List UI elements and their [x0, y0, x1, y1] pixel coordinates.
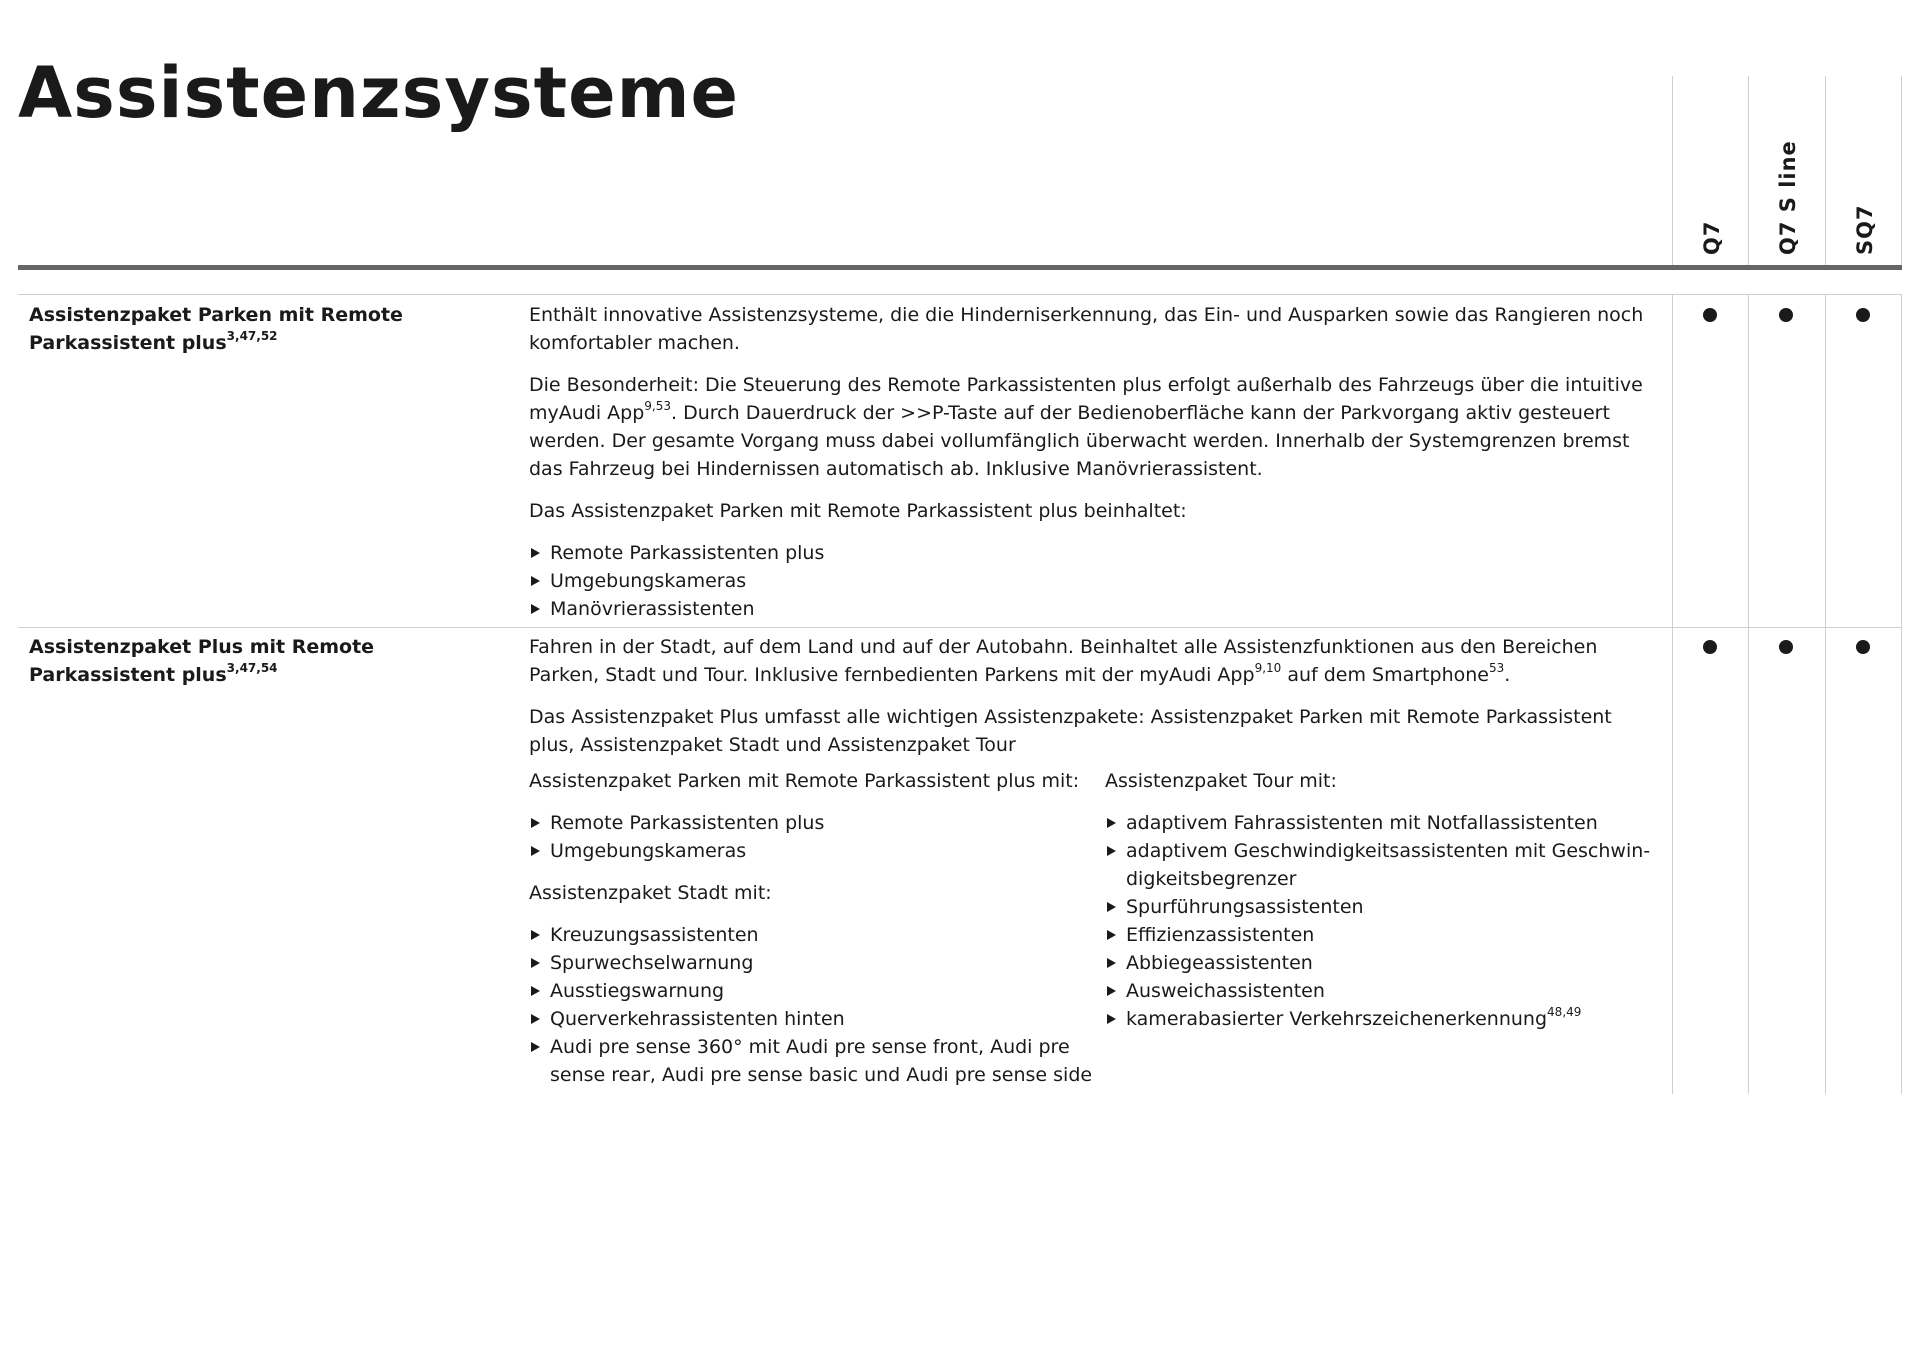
package-heading-parken: Assistenzpaket Parken mit Remote Parkassistent plus mit:: [529, 770, 1080, 792]
list-item: kamerabasierter Verkehrszeichenerkennung$^{48,49}$: [1105, 1005, 1659, 1033]
description-paragraph: Die Besonderheit: Die Steuerung des Remote Parkassistenten plus erfolgt außerhalb des Fahrzeugs über die intuitive myAudi App$^{9,53}$. Durch Dauerdruck der >>P-Taste auf der Bedienoberfläche kann der Parkvorgang aktiv gesteuert werden. Der gesamte Vorgang muss dabei vollumfänglich überwacht werden. Innerhalb der Systemgrenzen bremst das Fahrzeug bei Hindernissen automatisch ab. Inklusive Manövrierassistent.: [529, 374, 1643, 480]
feature-list: [529, 539, 1659, 623]
list-item: Ausweichassistenten: [1105, 977, 1659, 1005]
availability-dot-q7: [1703, 308, 1717, 322]
column-divider: [1672, 294, 1673, 1094]
availability-dot-q7-s-line: [1779, 308, 1793, 322]
model-header-q7-s-line: Q7 S line: [1776, 140, 1800, 255]
model-header-q7: Q7: [1700, 220, 1724, 255]
feature-description: [529, 301, 1659, 637]
package-list-stadt: [529, 921, 1105, 1089]
package-column-left: [529, 767, 1105, 1103]
column-divider: [1901, 294, 1902, 1094]
list-item: adaptivem Geschwindigkeitsassistenten mit Geschwin-digkeitsbegrenzer: [1105, 837, 1659, 893]
feature-name-text: Assistenzpaket Plus mit Remote Parkassistent plus: [29, 636, 375, 686]
row-divider: [18, 294, 1902, 295]
package-heading-stadt: Assistenzpaket Stadt mit:: [529, 882, 772, 904]
availability-dot-q7-s-line: [1779, 640, 1793, 654]
footnote-ref: 3,47,52: [226, 328, 278, 343]
page-title: Assistenzsysteme: [18, 52, 739, 134]
list-item: Umgebungskameras: [529, 837, 1105, 865]
footnote-ref: 9,10: [1254, 660, 1282, 675]
footnote-ref: 53: [1488, 660, 1505, 675]
list-item: Remote Parkassistenten plus: [529, 809, 1105, 837]
column-divider: [1748, 76, 1749, 265]
package-columns: [529, 767, 1659, 1103]
availability-dot-q7: [1703, 640, 1717, 654]
list-item: Umgebungskameras: [529, 567, 1659, 595]
description-paragraph: Das Assistenzpaket Plus umfasst alle wichtigen Assistenzpakete: Assistenzpaket Parken mit Remote Parkassistent plus, Assistenzpaket Stadt und Assistenzpaket Tour: [529, 706, 1612, 756]
feature-name: [29, 633, 509, 689]
footnote-ref: 3,47,54: [226, 660, 278, 675]
column-divider: [1825, 294, 1826, 1094]
column-divider: [1901, 76, 1902, 265]
column-divider: [1825, 76, 1826, 265]
footnote-ref: 9,53: [644, 398, 672, 413]
description-paragraph: Enthält innovative Assistenzsysteme, die die Hinderniserkennung, das Ein- und Ausparken sowie das Rangieren noch komfortabler machen.: [529, 304, 1644, 354]
description-paragraph: Das Assistenzpaket Parken mit Remote Parkassistent plus beinhaltet:: [529, 500, 1187, 522]
header-rule: [18, 265, 1902, 270]
package-column-right: [1105, 767, 1659, 1103]
list-item: Kreuzungsassistenten: [529, 921, 1105, 949]
list-item: Manövrierassistenten: [529, 595, 1659, 623]
column-divider: [1748, 294, 1749, 1094]
description-paragraph: Fahren in der Stadt, auf dem Land und auf der Autobahn. Beinhaltet alle Assistenzfunktionen aus den Bereichen Parken, Stadt und Tour. Inklusive fernbedienten Parkens mit der myAudi App$^{9,10}$ auf dem Smartphone$^{53}$.: [529, 636, 1598, 686]
list-item: Abbiegeassistenten: [1105, 949, 1659, 977]
list-item: Audi pre sense 360° mit Audi pre sense front, Audi pre sense rear, Audi pre sense basic und Audi pre sense side: [529, 1033, 1105, 1089]
availability-dot-sq7: [1856, 640, 1870, 654]
feature-name-text: Assistenzpaket Parken mit Remote Parkassistent plus: [29, 304, 403, 354]
list-item: Spurwechselwarnung: [529, 949, 1105, 977]
package-list-tour: [1105, 809, 1659, 1033]
availability-dot-sq7: [1856, 308, 1870, 322]
list-item: Ausstiegswarnung: [529, 977, 1105, 1005]
column-divider: [1672, 76, 1673, 265]
footnote-ref: 48,49: [1547, 1004, 1582, 1019]
feature-name: [29, 301, 509, 357]
list-item: adaptivem Fahrassistenten mit Notfallassistenten: [1105, 809, 1659, 837]
feature-description: [529, 633, 1659, 1103]
list-item: Remote Parkassistenten plus: [529, 539, 1659, 567]
list-item: Querverkehrassistenten hinten: [529, 1005, 1105, 1033]
package-heading-tour: Assistenzpaket Tour mit:: [1105, 770, 1337, 792]
package-list-parken: [529, 809, 1105, 865]
list-item: Effizienzassistenten: [1105, 921, 1659, 949]
model-header-sq7: SQ7: [1853, 204, 1877, 255]
list-item: Spurführungsassistenten: [1105, 893, 1659, 921]
